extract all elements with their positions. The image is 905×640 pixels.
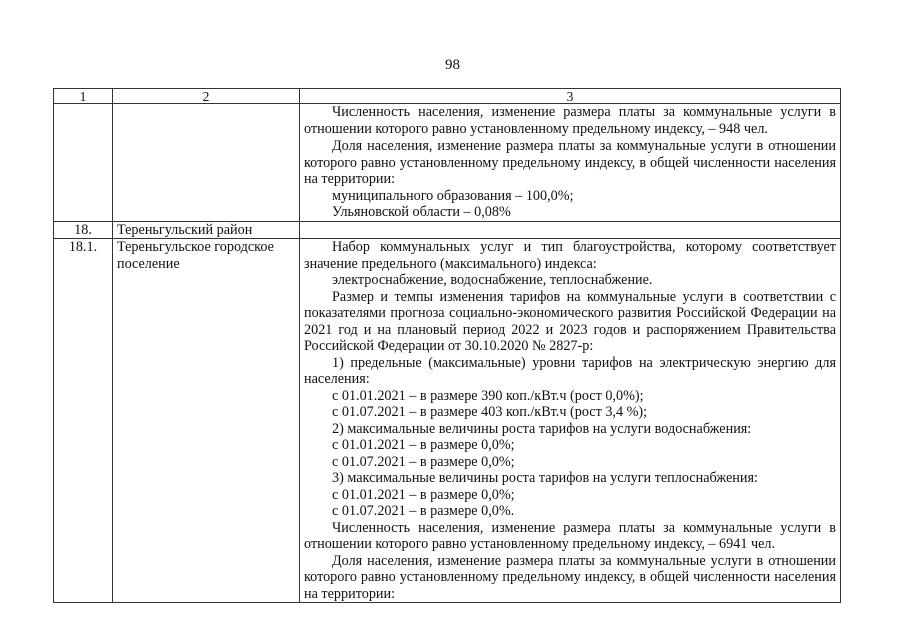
continuation-name-cell: [113, 104, 300, 222]
region-share: Ульяновской области – 0,08%: [332, 204, 511, 220]
water-jul: с 01.07.2021 – в размере 0,0%;: [332, 453, 515, 470]
tariffs-intro: Размер и темпы изменения тарифов на коммунальные услуги в соответствии с показателями прогноза социально-экономического развития Российской Федерации на 2021 год и на плановый период 2022 и 2023 годов и распоряжением Правительства Российской Федерации от 30.10.2020 № 2827-р:: [304, 288, 836, 354]
table-header-row: [54, 89, 841, 104]
continuation-number-cell: [54, 104, 113, 222]
district-number: 18.: [54, 221, 113, 239]
heating-item: 3) максимальные величины роста тарифов на услуги теплоснабжения:: [332, 470, 758, 486]
electricity-jul: с 01.07.2021 – в размере 403 коп./кВт.ч (рост 3,4 %);: [332, 404, 648, 420]
table-row-settlement: [54, 239, 841, 603]
population-paragraph: Численность населения, изменение размера платы за коммунальные услуги в отношении которого равно установленному предельному индексу, – 948 чел.: [304, 104, 836, 137]
services-intro: Набор коммунальных услуг и тип благоустройства, которому соответствует значение предельного (максимального) индекса:: [304, 239, 836, 272]
electricity-item: 1) предельные (максимальные) уровни тарифов на электрическую энергию для населения:: [304, 354, 836, 387]
municipal-share: муниципального образования – 100,0%;: [332, 187, 574, 204]
table-row-continuation: [54, 104, 841, 222]
water-jan: с 01.01.2021 – в размере 0,0%;: [332, 437, 515, 453]
share-paragraph: Доля населения, изменение размера платы за коммунальные услуги в отношении которого равно установленному предельному индексу, в общей численности населения на территории:: [304, 138, 836, 187]
header-col-1: 1: [54, 89, 113, 104]
settlement-text-cell: [300, 239, 841, 603]
settlement-share: Доля населения, изменение размера платы за коммунальные услуги в отношении которого равно установленному предельному индексу, в общей численности населения на территории:: [304, 552, 836, 602]
electricity-jan: с 01.01.2021 – в размере 390 коп./кВт.ч (рост 0,0%);: [332, 387, 644, 404]
continuation-text-cell: [300, 104, 841, 222]
settlement-population: Численность населения, изменение размера платы за коммунальные услуги в отношении которого равно установленному предельному индексу, – 6941 чел.: [304, 519, 836, 552]
header-col-3: 3: [300, 89, 841, 104]
services-list: электроснабжение, водоснабжение, теплоснабжение.: [332, 272, 653, 288]
table-row-district: [54, 221, 841, 239]
district-text-cell: [300, 221, 841, 239]
district-name: Тереньгульский район: [113, 221, 300, 239]
heating-jul: с 01.07.2021 – в размере 0,0%.: [332, 503, 515, 519]
page-number: 98: [445, 57, 460, 73]
settlement-name: Тереньгульское городское поселение: [113, 239, 300, 603]
header-col-2: 2: [113, 89, 300, 104]
settlement-number: 18.1.: [54, 239, 113, 603]
document-table: [53, 88, 841, 603]
heating-jan: с 01.01.2021 – в размере 0,0%;: [332, 486, 515, 503]
water-item: 2) максимальные величины роста тарифов на услуги водоснабжения:: [332, 420, 752, 437]
